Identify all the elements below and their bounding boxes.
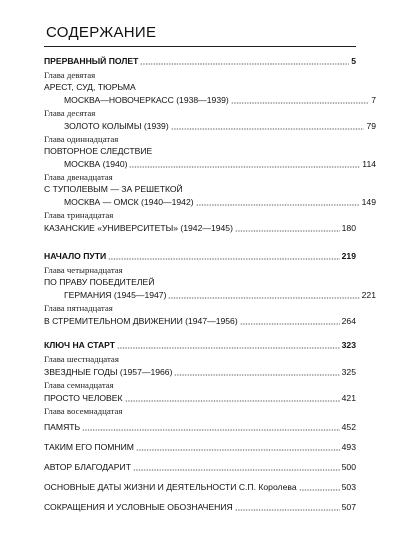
toc-entry	[44, 121, 376, 132]
toc-page-number: 114	[362, 159, 376, 169]
toc-entry-title: ПОВТОРНОЕ СЛЕДСТВИЕ	[44, 146, 153, 156]
toc-entry-title: Глава шестнадцатая	[44, 354, 119, 364]
toc-entry-title: СОКРАЩЕНИЯ И УСЛОВНЫЕ ОБОЗНАЧЕНИЯ	[44, 502, 233, 512]
dot-leader	[168, 291, 359, 299]
dot-leader	[136, 443, 340, 451]
toc-entry	[44, 482, 356, 493]
dot-leader	[235, 224, 340, 232]
toc-chapter-label	[44, 380, 356, 391]
dot-leader	[231, 96, 369, 104]
toc-entry-title: ЗОЛОТО КОЛЫМЫ (1939)	[64, 121, 169, 131]
toc-chapter-label	[44, 172, 356, 183]
toc-page-number: 325	[341, 367, 356, 377]
toc-section	[44, 56, 356, 67]
dot-leader	[129, 160, 360, 168]
toc-page-number: 219	[341, 251, 356, 261]
toc-entry-title: Глава восемнадцатая	[44, 406, 123, 416]
toc-chapter-label	[44, 210, 356, 221]
toc-chapter-label	[44, 108, 356, 119]
toc-entry-title: МОСКВА—НОВОЧЕРКАСС (1938—1939)	[64, 95, 229, 105]
toc-entry-title: ПРЕРВАННЫЙ ПОЛЕТ	[44, 56, 139, 66]
toc-entry-title: АРЕСТ, СУД, ТЮРЬМА	[44, 82, 136, 92]
toc-chapter-label	[44, 303, 356, 314]
toc-entry-title: Глава семнадцатая	[44, 380, 114, 390]
toc-entry	[44, 95, 376, 106]
toc-section	[44, 340, 356, 351]
toc-entry	[44, 462, 356, 473]
toc-entry-title: МОСКВА (1940)	[64, 159, 128, 169]
toc-section	[44, 251, 356, 262]
toc-entry-title: ПО ПРАВУ ПОБЕДИТЕЛЕЙ	[44, 277, 155, 287]
toc-page-number: 507	[341, 502, 356, 512]
dot-leader	[125, 394, 340, 402]
toc-page-number: 5	[351, 56, 356, 66]
dot-leader	[240, 317, 340, 325]
page-title: СОДЕРЖАНИЕ	[46, 24, 157, 41]
toc-entry-title: Глава тринадцатая	[44, 210, 114, 220]
title-divider	[44, 46, 356, 47]
toc-page-number: 79	[366, 121, 376, 131]
toc-page-number: 452	[341, 422, 356, 432]
dot-leader	[133, 463, 340, 471]
toc-page-number: 7	[371, 95, 376, 105]
toc-entry-title: В СТРЕМИТЕЛЬНОМ ДВИЖЕНИИ (1947—1956)	[44, 316, 238, 326]
toc-page-number: 323	[341, 340, 356, 350]
dot-leader	[196, 198, 360, 206]
toc-entry	[44, 184, 356, 195]
dot-leader	[171, 122, 365, 130]
toc-entry-title: ПРОСТО ЧЕЛОВЕК	[44, 393, 123, 403]
toc-entry	[44, 422, 356, 433]
toc-entry	[44, 502, 356, 513]
dot-leader	[174, 368, 339, 376]
toc-entry-title: ТАКИМ ЕГО ПОМНИМ	[44, 442, 134, 452]
toc-chapter-label	[44, 354, 356, 365]
toc-page-number: 421	[341, 393, 356, 403]
toc-entry	[44, 290, 376, 301]
toc-entry-title: Глава десятая	[44, 108, 96, 118]
dot-leader	[82, 423, 339, 431]
dot-leader	[299, 483, 340, 491]
toc-entry-title: Глава девятая	[44, 70, 96, 80]
toc-entry	[44, 277, 356, 288]
toc-page-number: 221	[361, 290, 376, 300]
dot-leader	[140, 57, 349, 65]
toc-entry-title: АВТОР БЛАГОДАРИТ	[44, 462, 131, 472]
toc-entry-title: ПАМЯТЬ	[44, 422, 81, 432]
toc-entry-title: КАЗАНСКИЕ «УНИВЕРСИТЕТЫ» (1942—1945)	[44, 223, 233, 233]
toc-page-number: 503	[341, 482, 356, 492]
dot-leader	[108, 252, 339, 260]
toc-page-number: 500	[341, 462, 356, 472]
toc-entry	[44, 146, 356, 157]
toc-entry-title: МОСКВА — ОМСК (1940—1942)	[64, 197, 194, 207]
toc-entry-title: НАЧАЛО ПУТИ	[44, 251, 107, 261]
toc-entry	[44, 159, 376, 170]
toc-page-number: 180	[341, 223, 356, 233]
toc-entry	[44, 82, 356, 93]
toc-entry	[44, 367, 356, 378]
toc-page-number: 149	[361, 197, 376, 207]
toc-entry	[44, 316, 356, 327]
toc-chapter-label	[44, 265, 356, 276]
toc-entry	[44, 442, 356, 453]
toc-entry-title: ГЕРМАНИЯ (1945—1947)	[64, 290, 167, 300]
toc-entry	[44, 197, 376, 208]
toc-entry-title: Глава пятнадцатая	[44, 303, 113, 313]
toc-page-number: 264	[341, 316, 356, 326]
toc-page-number: 493	[341, 442, 356, 452]
toc-entry	[44, 393, 356, 404]
dot-leader	[235, 503, 340, 511]
toc-entry	[44, 223, 356, 234]
dot-leader	[117, 341, 340, 349]
toc-chapter-label	[44, 406, 356, 417]
toc-entry-title: Глава двенадцатая	[44, 172, 113, 182]
toc-entry-title: Глава четырнадцатая	[44, 265, 123, 275]
toc-chapter-label	[44, 70, 356, 81]
toc-entry-title: ОСНОВНЫЕ ДАТЫ ЖИЗНИ И ДЕЯТЕЛЬНОСТИ С.П. Королева	[44, 482, 297, 492]
toc-entry-title: С ТУПОЛЕВЫМ — ЗА РЕШЕТКОЙ	[44, 184, 183, 194]
toc-entry-title: Глава одиннадцатая	[44, 134, 119, 144]
toc-entry-title: КЛЮЧ НА СТАРТ	[44, 340, 116, 350]
toc-entry-title: ЗВЕЗДНЫЕ ГОДЫ (1957—1966)	[44, 367, 173, 377]
toc-chapter-label	[44, 134, 356, 145]
